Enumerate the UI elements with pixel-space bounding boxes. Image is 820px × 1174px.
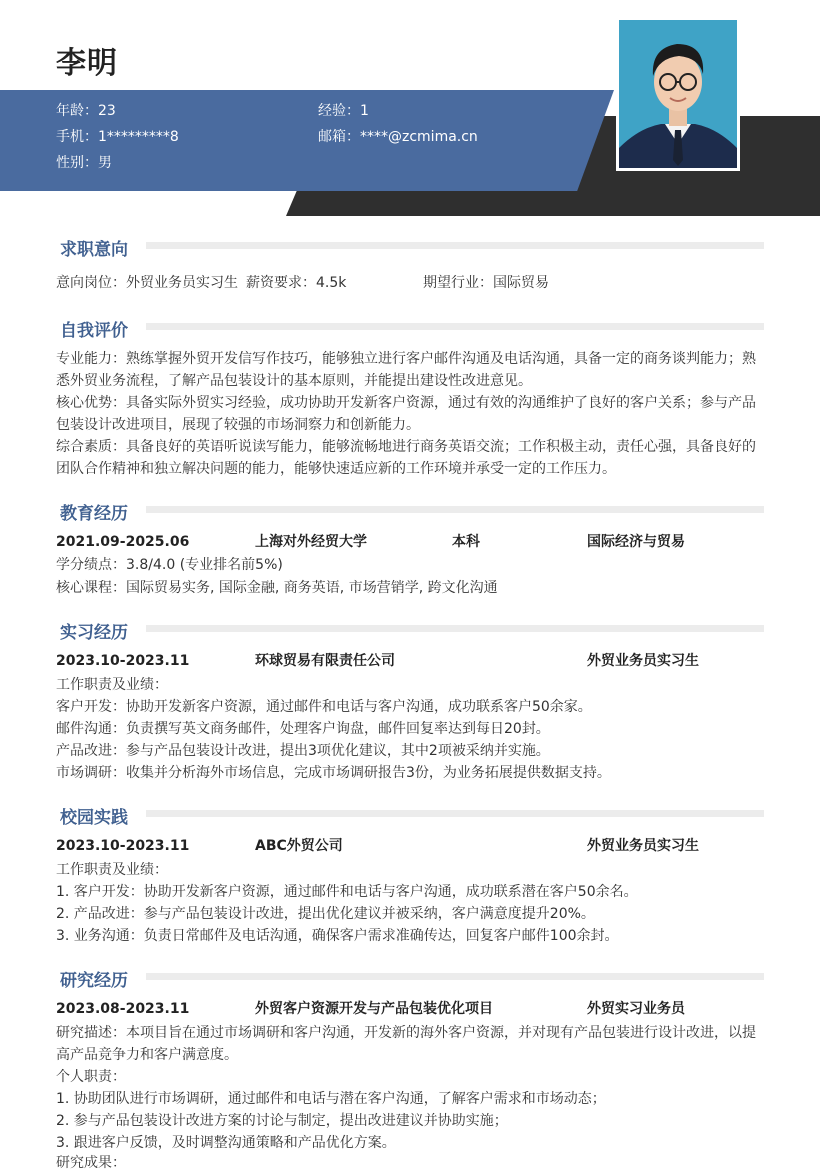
internship-company: 环球贸易有限责任公司 <box>255 653 395 669</box>
section-title-research: 研究经历 <box>60 971 128 991</box>
campus-duty-item: 1. 客户开发：协助开发新客户资源，通过邮件和电话与客户沟通，成功联系潜在客户50余名。 <box>56 884 638 900</box>
education-school: 上海对外经贸大学 <box>255 534 367 550</box>
internship-duty-item: 邮件沟通：负责撰写英文商务邮件，处理客户询盘，邮件回复率达到每日20封。 <box>56 721 550 737</box>
internship-duty-item: 产品改进：参与产品包装设计改进，提出3项优化建议，其中2项被采纳并实施。 <box>56 743 550 759</box>
education-degree: 本科 <box>452 534 480 550</box>
research-project: 外贸客户资源开发与产品包装优化项目 <box>255 1001 493 1017</box>
section-divider <box>146 625 764 632</box>
internship-period: 2023.10-2023.11 <box>56 653 190 669</box>
section-divider <box>146 973 764 980</box>
research-period: 2023.08-2023.11 <box>56 1001 190 1017</box>
section-title-intent: 求职意向 <box>60 240 128 260</box>
education-gpa: 学分绩点：3.8/4.0 (专业排名前5%) <box>56 557 283 573</box>
education-courses: 核心课程：国际贸易实务, 国际金融, 商务英语, 市场营销学, 跨文化沟通 <box>56 580 498 596</box>
research-duty-heading: 个人职责： <box>56 1069 126 1085</box>
section-title-campus: 校园实践 <box>60 808 128 828</box>
phone-field: 手机：1*********8 <box>56 129 179 145</box>
campus-duty-item: 3. 业务沟通：负责日常邮件及电话沟通，确保客户需求准确传达，回复客户邮件100余封。 <box>56 928 619 944</box>
internship-role: 外贸业务员实习生 <box>587 653 699 669</box>
internship-duty-item: 市场调研：收集并分析海外市场信息，完成市场调研报告3份，为业务拓展提供数据支持。 <box>56 765 611 781</box>
self-eval-overall: 综合素质：具备良好的英语听说读写能力，能够流畅地进行商务英语交流；工作积极主动，责任心强，具备良好的团队合作精神和独立解决问题的能力，能够快速适应新的工作环境并承受一定的工作压力。 <box>56 439 756 477</box>
self-eval-core-strength: 核心优势：具备实际外贸实习经验，成功协助开发新客户资源，通过有效的沟通维护了良好的客户关系；参与产品包装设计改进项目，展现了较强的市场洞察力和创新能力。 <box>56 395 756 433</box>
section-divider <box>146 242 764 249</box>
self-eval-professional: 专业能力：熟练掌握外贸开发信写作技巧，能够独立进行客户邮件沟通及电话沟通，具备一定的商务谈判能力；熟悉外贸业务流程，了解产品包装设计的基本原则，并能提出建设性改进意见。 <box>56 351 756 389</box>
campus-period: 2023.10-2023.11 <box>56 838 190 854</box>
section-title-self-eval: 自我评价 <box>60 321 128 341</box>
campus-duty-heading: 工作职责及业绩： <box>56 862 168 878</box>
experience-field: 经验：1 <box>318 103 369 119</box>
research-results-heading: 研究成果： <box>56 1155 126 1171</box>
section-title-education: 教育经历 <box>60 504 128 524</box>
research-duty-item: 2. 参与产品包装设计改进方案的讨论与制定，提出改进建议并协助实施； <box>56 1113 508 1129</box>
section-divider <box>146 323 764 330</box>
research-role: 外贸实习业务员 <box>587 1001 685 1017</box>
research-description: 研究描述：本项目旨在通过市场调研和客户沟通，开发新的海外客户资源，并对现有产品包装进行设计改进，以提高产品竞争力和客户满意度。 <box>56 1025 756 1063</box>
gender-field: 性别：男 <box>56 155 112 171</box>
age-field: 年龄：23 <box>56 103 116 119</box>
candidate-name: 李明 <box>56 46 118 81</box>
portrait-illustration <box>619 20 737 168</box>
research-duty-item: 3. 跟进客户反馈，及时调整沟通策略和产品优化方案。 <box>56 1135 396 1151</box>
resume-header <box>0 0 820 220</box>
campus-role: 外贸业务员实习生 <box>587 838 699 854</box>
profile-photo <box>616 17 740 171</box>
internship-duty-heading: 工作职责及业绩： <box>56 677 168 693</box>
education-major: 国际经济与贸易 <box>587 534 685 550</box>
intent-salary: 薪资要求：4.5k <box>246 275 347 291</box>
section-divider <box>146 506 764 513</box>
intent-industry: 期望行业：国际贸易 <box>423 275 549 291</box>
campus-duty-item: 2. 产品改进：参与产品包装设计改进，提出优化建议并被采纳，客户满意度提升20%。 <box>56 906 595 922</box>
campus-org: ABC外贸公司 <box>255 838 343 854</box>
section-title-internship: 实习经历 <box>60 623 128 643</box>
section-divider <box>146 810 764 817</box>
email-field: 邮箱：****@zcmima.cn <box>318 129 478 145</box>
research-duty-item: 1. 协助团队进行市场调研，通过邮件和电话与潜在客户沟通，了解客户需求和市场动态； <box>56 1091 606 1107</box>
internship-duty-item: 客户开发：协助开发新客户资源，通过邮件和电话与客户沟通，成功联系客户50余家。 <box>56 699 592 715</box>
education-period: 2021.09-2025.06 <box>56 534 190 550</box>
intent-position: 意向岗位：外贸业务员实习生 <box>56 275 238 291</box>
